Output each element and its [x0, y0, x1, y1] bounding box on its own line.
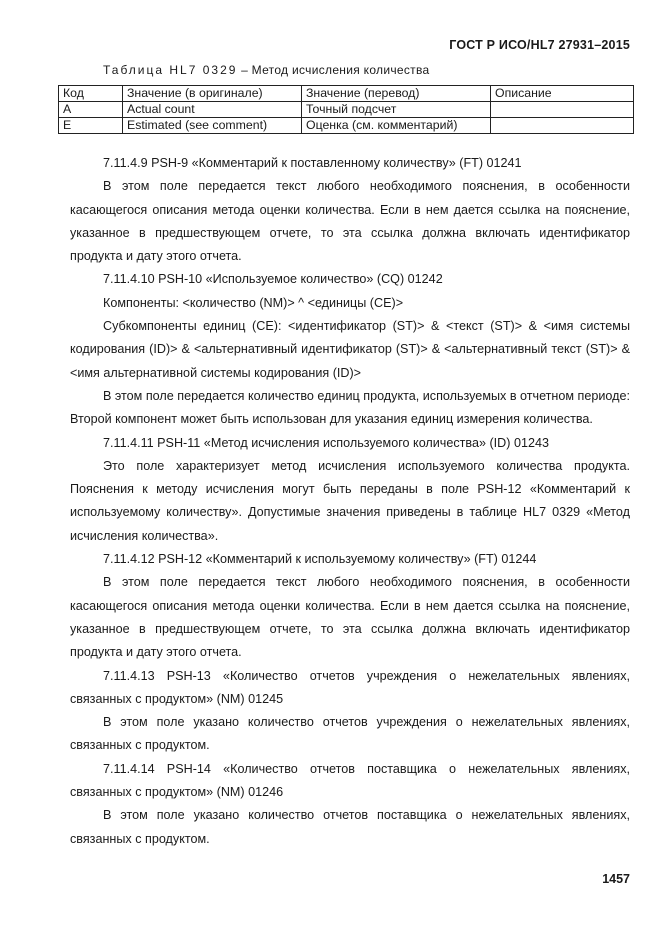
code-table: [58, 85, 634, 134]
section-heading-psh11: 7.11.4.11 PSH-11 «Метод исчисления используемого количества» (ID) 01243: [103, 435, 549, 450]
table-cell: [491, 102, 634, 118]
table-cell: E: [59, 118, 123, 134]
paragraph: Компоненты: <количество (NM)> ^ <единицы (CE)>: [103, 295, 404, 310]
document-body: [70, 152, 630, 851]
section-heading-psh14: 7.11.4.14 PSH-14 «Количество отчетов поставщика о нежелательных явлениях, связанных с продуктом» (NM) 01246: [70, 761, 630, 800]
table-cell: [491, 118, 634, 134]
table-caption-title: – Метод исчисления количества: [237, 63, 430, 77]
section-heading-psh13: 7.11.4.13 PSH-13 «Количество отчетов учреждения о нежелательных явлениях, связанных с продуктом» (NM) 01245: [70, 668, 630, 706]
document-header: ГОСТ Р ИСО/HL7 27931–2015: [449, 38, 630, 52]
column-header-code: Код: [59, 86, 123, 102]
paragraph: В этом поле указано количество отчетов учреждения о нежелательных явлениях, связанных с продуктом.: [70, 715, 630, 753]
table-row: [59, 102, 634, 118]
column-header-description: Описание: [491, 86, 634, 102]
table-cell: Оценка (см. комментарий): [302, 118, 491, 134]
table-cell: Actual count: [123, 102, 302, 118]
table-row: [59, 118, 634, 134]
paragraph: Субкомпоненты единиц (CE): <идентификатор (ST)> & <текст (ST)> & <имя системы кодирования (ID)> & <альтернативный идентификатор (ST)> & <альтернативный текст (ST)> & <имя альтернативной системы кодирования (ID)>: [70, 319, 630, 380]
paragraph: В этом поле указано количество отчетов поставщика о нежелательных явлениях, связанных с продуктом.: [70, 808, 630, 846]
section-heading-psh10: 7.11.4.10 PSH-10 «Используемое количество» (CQ) 01242: [103, 272, 443, 287]
table-cell: Точный подсчет: [302, 102, 491, 118]
table-caption-number: Таблица HL7 0329: [103, 63, 238, 77]
table-cell: Estimated (see comment): [123, 118, 302, 134]
column-header-translation: Значение (перевод): [302, 86, 491, 102]
table-caption: [103, 63, 430, 77]
paragraph: В этом поле передается количество единиц продукта, используемых в отчетном периоде: Второй компонент может быть использован для указания единиц измерения количества.: [70, 388, 630, 427]
column-header-original: Значение (в оригинале): [123, 86, 302, 102]
paragraph: В этом поле передается текст любого необходимого пояснения, в особенности касающегося описания метода оценки количества. Если в нем дается ссылка на пояснение, указанное в предшествующем отчете, то эта ссылка должна включать идентификатор продукта и дату этого отчета.: [70, 575, 630, 660]
paragraph: В этом поле передается текст любого необходимого пояснения, в особенности касающегося описания метода оценки количества. Если в нем дается ссылка на пояснение, указанное в предшествующем отчете, то эта ссылка должна включать идентификатор продукта и дату этого отчета.: [70, 179, 630, 264]
section-heading-psh9: 7.11.4.9 PSH-9 «Комментарий к поставленному количеству» (FT) 01241: [103, 156, 522, 170]
paragraph: Это поле характеризует метод исчисления используемого количества продукта. Пояснения к методу исчисления могут быть переданы в поле PSH-12 «Комментарий к используемому количеству». Допустимые значения приведены в таблице HL7 0329 «Метод исчисления количества».: [70, 458, 630, 543]
page-number: 1457: [602, 872, 630, 886]
table-cell: A: [59, 102, 123, 118]
section-heading-psh12: 7.11.4.12 PSH-12 «Комментарий к используемому количеству» (FT) 01244: [103, 552, 537, 567]
table-header-row: [59, 86, 634, 102]
